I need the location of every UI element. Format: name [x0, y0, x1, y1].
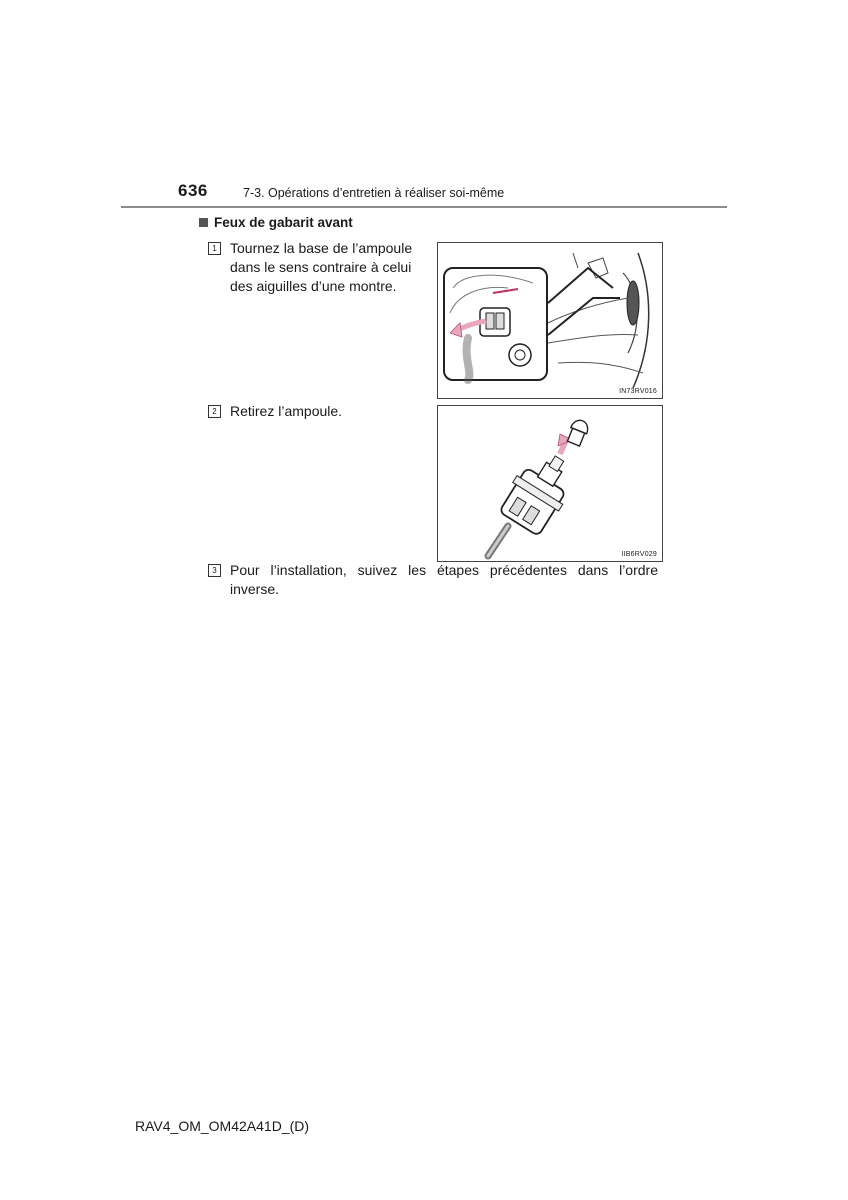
section-title: 7-3. Opérations d’entretien à réaliser soi-même	[243, 186, 505, 200]
figure-bulb-removal	[437, 405, 663, 562]
page-number: 636	[178, 181, 208, 200]
step-number-3: 3	[208, 564, 221, 577]
headlamp-socket-illustration	[438, 243, 662, 398]
figure-code: IN73RV016	[619, 388, 657, 395]
footer-doc-code: RAV4_OM_OM42A41D_(D)	[135, 1118, 310, 1134]
section-heading	[199, 215, 353, 230]
bulb-removal-illustration	[438, 406, 662, 561]
step-text-2: Retirez l’ampoule.	[230, 403, 343, 419]
figure-headlamp-socket	[437, 242, 663, 399]
square-bullet-icon	[199, 218, 208, 227]
step-number-1: 1	[208, 242, 221, 255]
figure-code: IIB6RV029	[621, 551, 657, 558]
step-text-1: Tournez la base de l’ampoule dans le sens contraire à celui des aiguilles d’une montre.	[230, 240, 413, 294]
header-divider	[121, 206, 727, 208]
step-text-3: Pour l’installation, suivez les étapes précédentes dans l’ordre inverse.	[230, 562, 658, 597]
heading-text: Feux de gabarit avant	[214, 215, 353, 230]
step-number-2: 2	[208, 405, 221, 418]
